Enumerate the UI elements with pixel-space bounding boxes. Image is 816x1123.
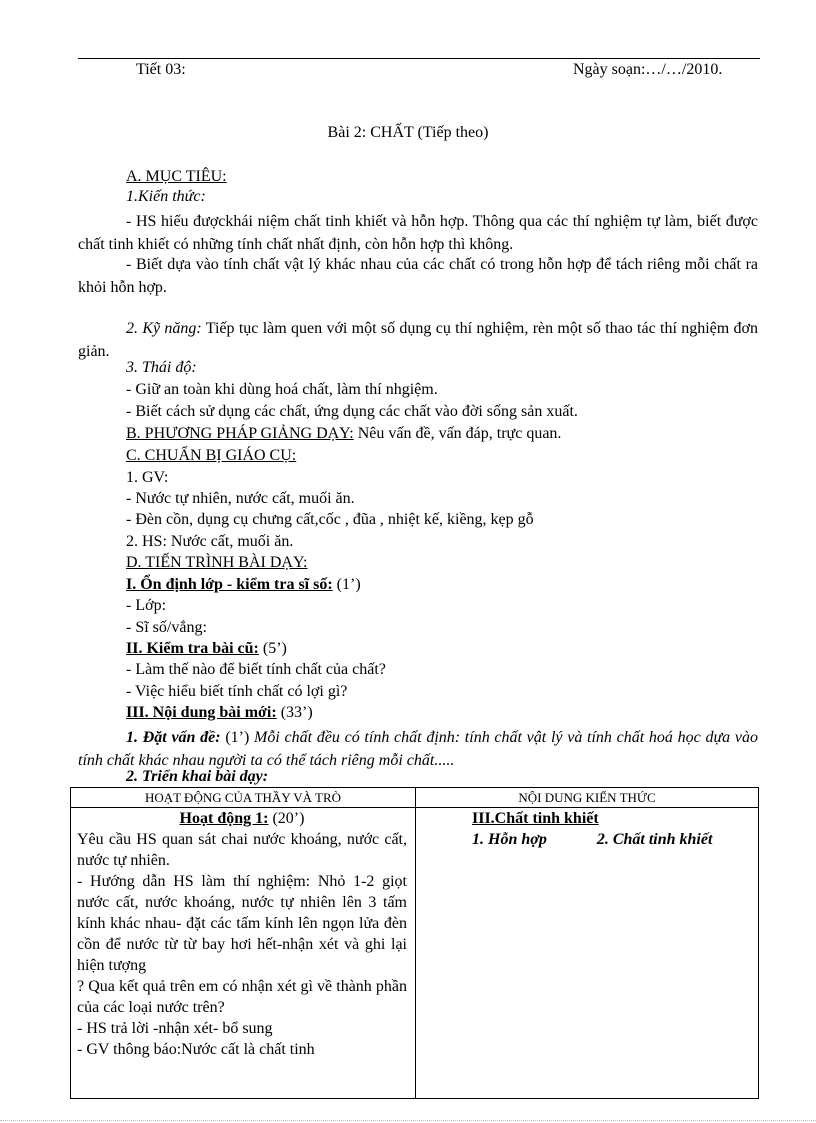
pure-substance-heading: 2. Chất tinh khiết bbox=[596, 831, 713, 848]
content-cell bbox=[416, 808, 759, 1099]
attendance-item: - Sĩ số/vắng: bbox=[126, 619, 207, 636]
page-footer-rule bbox=[0, 1120, 816, 1121]
activity-text-3: ? Qua kết quả trên em có nhận xét gì về thành phần của các loại nước trên? bbox=[77, 978, 407, 1016]
step-2: II. Kiểm tra bài cũ: (5’) bbox=[126, 640, 287, 657]
teacher-prep-item-2: - Đèn cồn, dụng cụ chưng cất,cốc , đũa , nhiệt kế, kiềng, kẹp gỗ bbox=[126, 511, 534, 528]
section-a-heading: A. MỤC TIÊU: bbox=[126, 168, 227, 185]
activity-text-1: Yêu cầu HS quan sát chai nước khoáng, nước cất, nước tự nhiên. bbox=[77, 831, 407, 869]
content-subheadings bbox=[472, 829, 750, 850]
page-title: Bài 2: CHẤT (Tiếp theo) bbox=[327, 124, 489, 141]
section-c-heading: C. CHUẨN BỊ GIÁO CỤ: bbox=[126, 447, 297, 464]
mixture-heading: 1. Hỗn hợp bbox=[472, 831, 547, 848]
activity-text-5: - GV thông báo:Nước cất là chất tinh bbox=[77, 1041, 315, 1058]
student-prep: 2. HS: Nước cất, muối ăn. bbox=[126, 533, 294, 550]
content-column-header: NỘI DUNG KIẾN THỨC bbox=[416, 788, 759, 808]
step-1: I. Ổn định lớp - kiểm tra sĩ số: (1’) bbox=[126, 576, 361, 593]
activity-column-header: HOẠT ĐỘNG CỦA THẦY VÀ TRÒ bbox=[71, 788, 416, 808]
problem-statement: 1. Đặt vấn đề: (1’) Mỗi chất đều có tính chất định: tính chất vật lý và tính chất hoá học dựa vào tính chất khác nhau người ta có thể tách riêng mỗi chất..... bbox=[78, 729, 759, 769]
content-title: III.Chất tinh khiết bbox=[472, 810, 599, 827]
class-item: - Lớp: bbox=[126, 597, 167, 614]
attitude-item-1: - Giữ an toàn khi dùng hoá chất, làm thí nhgiệm. bbox=[126, 381, 438, 398]
teacher-prep-label: 1. GV: bbox=[126, 469, 169, 486]
review-question-2: - Việc hiểu biết tính chất có lợi gì? bbox=[126, 683, 348, 700]
table-row bbox=[71, 808, 759, 1099]
knowledge-label: 1.Kiến thức: bbox=[126, 188, 206, 205]
attitude-item-2: - Biết cách sử dụng các chất, ứng dụng các chất vào đời sống sản xuất. bbox=[126, 403, 578, 420]
review-question-1: - Làm thế nào để biết tính chất của chất? bbox=[126, 661, 386, 678]
skill-paragraph: 2. Kỹ năng: Tiếp tục làm quen với một số dụng cụ thí nghiệm, rèn một số thao tác thí nghiệm đơn giản. bbox=[78, 320, 759, 360]
knowledge-paragraph-1: - HS hiểu đượckhái niệm chất tinh khiết và hỗn hợp. Thông qua các thí nghiệm tự làm, biết được chất tinh khiết có những tính chất nhất định, còn hỗn hợp thì không. bbox=[78, 213, 758, 253]
step-3: III. Nội dung bài mới: (33’) bbox=[126, 704, 313, 721]
lesson-table bbox=[70, 787, 759, 1099]
section-d-heading: D. TIẾN TRÌNH BÀI DẠY: bbox=[126, 554, 308, 571]
table-header-row bbox=[71, 788, 759, 808]
attitude-label: 3. Thái độ: bbox=[126, 359, 197, 376]
activity-text-4: - HS trả lời -nhận xét- bổ sung bbox=[77, 1020, 273, 1037]
activity-title: Hoạt động 1: (20’) bbox=[179, 810, 305, 827]
deployment-label: 2. Triển khai bài dạy: bbox=[126, 768, 269, 785]
lesson-number: Tiết 03: bbox=[136, 61, 186, 78]
section-b: B. PHƯƠNG PHÁP GIẢNG DẠY: Nêu vấn đề, vấn đáp, trực quan. bbox=[126, 425, 562, 442]
activity-text-2: - Hướng dẫn HS làm thí nghiệm: Nhỏ 1-2 giọt nước cất, nước khoáng, nước tự nhiên lên 3 tấm kính khác nhau- đặt các tấm kính lên ngọn lửa đèn cồn để nước từ từ bay hơi hết-nhận xét và ghi lại hiện tượng bbox=[77, 873, 407, 974]
prep-date: Ngày soạn:…/…/2010. bbox=[573, 61, 723, 78]
knowledge-paragraph-2: - Biết dựa vào tính chất vật lý khác nhau của các chất có trong hỗn hợp để tách riêng mỗi chất ra khỏi hỗn hợp. bbox=[78, 256, 758, 296]
header-rule bbox=[78, 58, 760, 59]
teacher-prep-item-1: - Nước tự nhiên, nước cất, muối ăn. bbox=[126, 490, 355, 507]
activity-cell bbox=[71, 808, 416, 1099]
